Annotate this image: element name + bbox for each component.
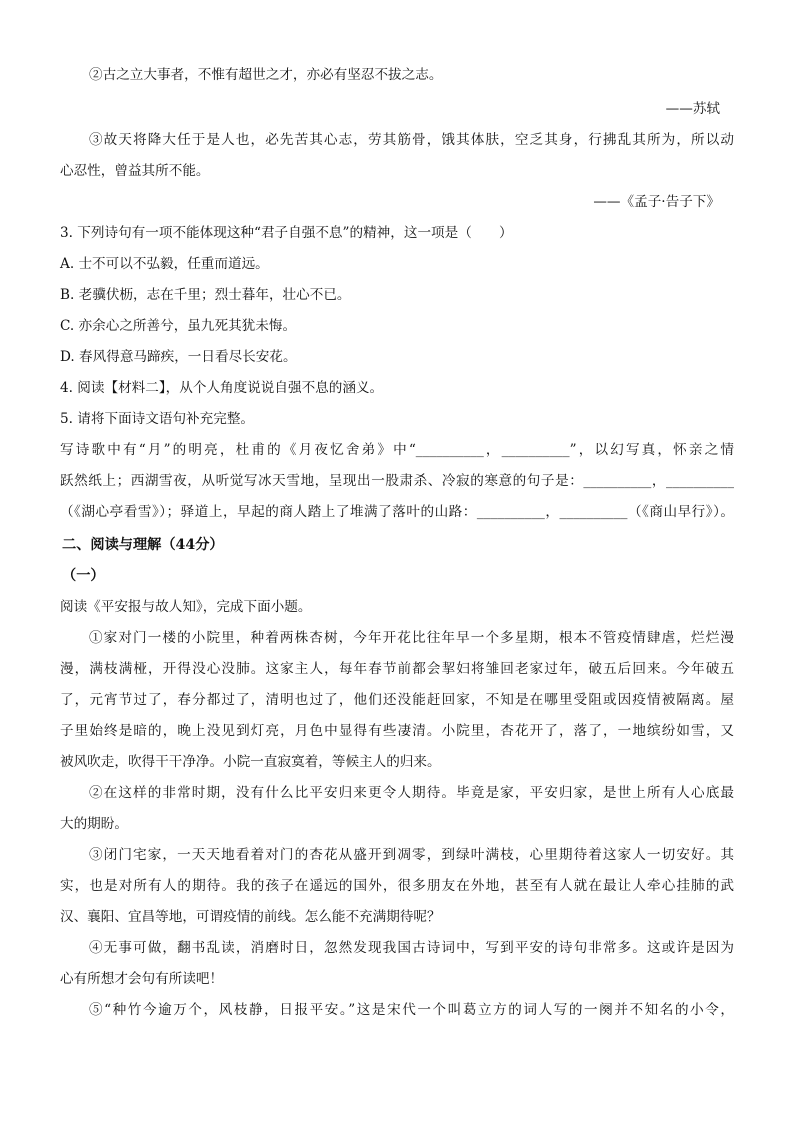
- option-c: C. 亦余心之所善兮，虽九死其犹未悔。: [60, 318, 297, 334]
- section-2-intro: 阅读《平安报与故人知》，完成下面小题。: [60, 599, 312, 615]
- passage-line: ②在这样的非常时期，没有什么比平安归来更令人期待。毕竟是家，平安归家，是世上所有人心底最: [89, 785, 734, 801]
- section-2-title: 二、阅读与理解（44分）: [62, 537, 224, 553]
- quote-3-source: ——《孟子·告子下》: [593, 194, 720, 210]
- passage-line: 大的期盼。: [60, 816, 128, 832]
- question-5-line-1: 写诗歌中有“月”的明亮，杜甫的《月夜忆舍弟》中“__________，__________”，以幻写真，怀亲之情: [60, 442, 734, 458]
- passage-line: 汉、襄阳、宜昌等地，可谓疫情的前线。怎么能不充满期待呢？: [60, 909, 441, 925]
- passage-line: ④无事可做，翻书乱读，消磨时日，忽然发现我国古诗词中，写到平安的诗句非常多。这或许是因为: [89, 940, 734, 956]
- question-5: 5. 请将下面诗文语句补充完整。: [60, 411, 255, 427]
- passage-line: 子里始终是暗的，晚上没见到灯亮，月色中显得有些凄清。小院里，杏花开了，落了，一地缤纷如雪，又: [60, 723, 734, 739]
- question-3-stem: 3. 下列诗句有一项不能体现这种“君子自强不息”的精神，这一项是（ ）: [60, 225, 513, 241]
- question-5-line-3: （《湖心亭看雪》）；驿道上，早起的商人踏上了堆满了落叶的山路：__________，__________（《商山早行》）。: [60, 504, 734, 520]
- passage-line: 漫，满枝满桠，开得没心没肺。这家主人，每年春节前都会挈妇将雏回老家过年，破五后回来。今年破五: [60, 661, 734, 677]
- passage-line: ③闭门宅家，一天天地看着对门的杏花从盛开到凋零，到绿叶满枝，心里期待着这家人一切安好。其: [89, 847, 734, 863]
- question-4: 4. 阅读【材料二】，从个人角度说说自强不息的涵义。: [60, 380, 384, 396]
- passage-line: 了，元宵节过了，春分都过了，清明也过了，他们还没能赶回家，不知是在哪里受阻或因疫情被隔离。屋: [60, 692, 734, 708]
- question-5-line-2: 跃然纸上；西湖雪夜，从听觉写冰天雪地，呈现出一股肃杀、冷寂的寒意的句子是：__________，__________: [60, 473, 734, 489]
- passage-line: 实，也是对所有人的期待。我的孩子在遥远的国外，很多朋友在外地，甚至有人就在最让人牵心挂肺的武: [60, 878, 734, 894]
- quote-2-source: ——苏轼: [665, 101, 720, 117]
- option-a: A. 士不可以不弘毅，任重而道远。: [60, 256, 269, 272]
- option-b: B. 老骥伏枥，志在千里；烈士暮年，壮心不已。: [60, 287, 351, 303]
- quote-3-line-2: 心忍性，曾益其所不能。: [60, 163, 210, 179]
- passage-line: ①家对门一楼的小院里，种着两株杏树，今年开花比往年早一个多星期，根本不管疫情肆虐，烂烂漫: [89, 630, 734, 646]
- option-d: D. 春风得意马蹄疾，一日看尽长安花。: [60, 349, 297, 365]
- quote-2: ②古之立大事者，不惟有超世之才，亦必有坚忍不拔之志。: [89, 67, 443, 83]
- section-2-subtitle: （一）: [62, 568, 105, 584]
- passage-line: ⑤“种竹今逾万个，风枝静，日报平安。”这是宋代一个叫葛立方的词人写的一阕并不知名的小令，: [89, 1002, 734, 1018]
- quote-3-line-1: ③故天将降大任于是人也，必先苦其心志，劳其筋骨，饿其体肤，空乏其身，行拂乱其所为，所以动: [89, 132, 734, 148]
- passage-line: 心有所想才会句有所读吧！: [60, 971, 224, 987]
- passage-line: 被风吹走，吹得干干净净。小院一直寂寞着，等候主人的归来。: [60, 754, 441, 770]
